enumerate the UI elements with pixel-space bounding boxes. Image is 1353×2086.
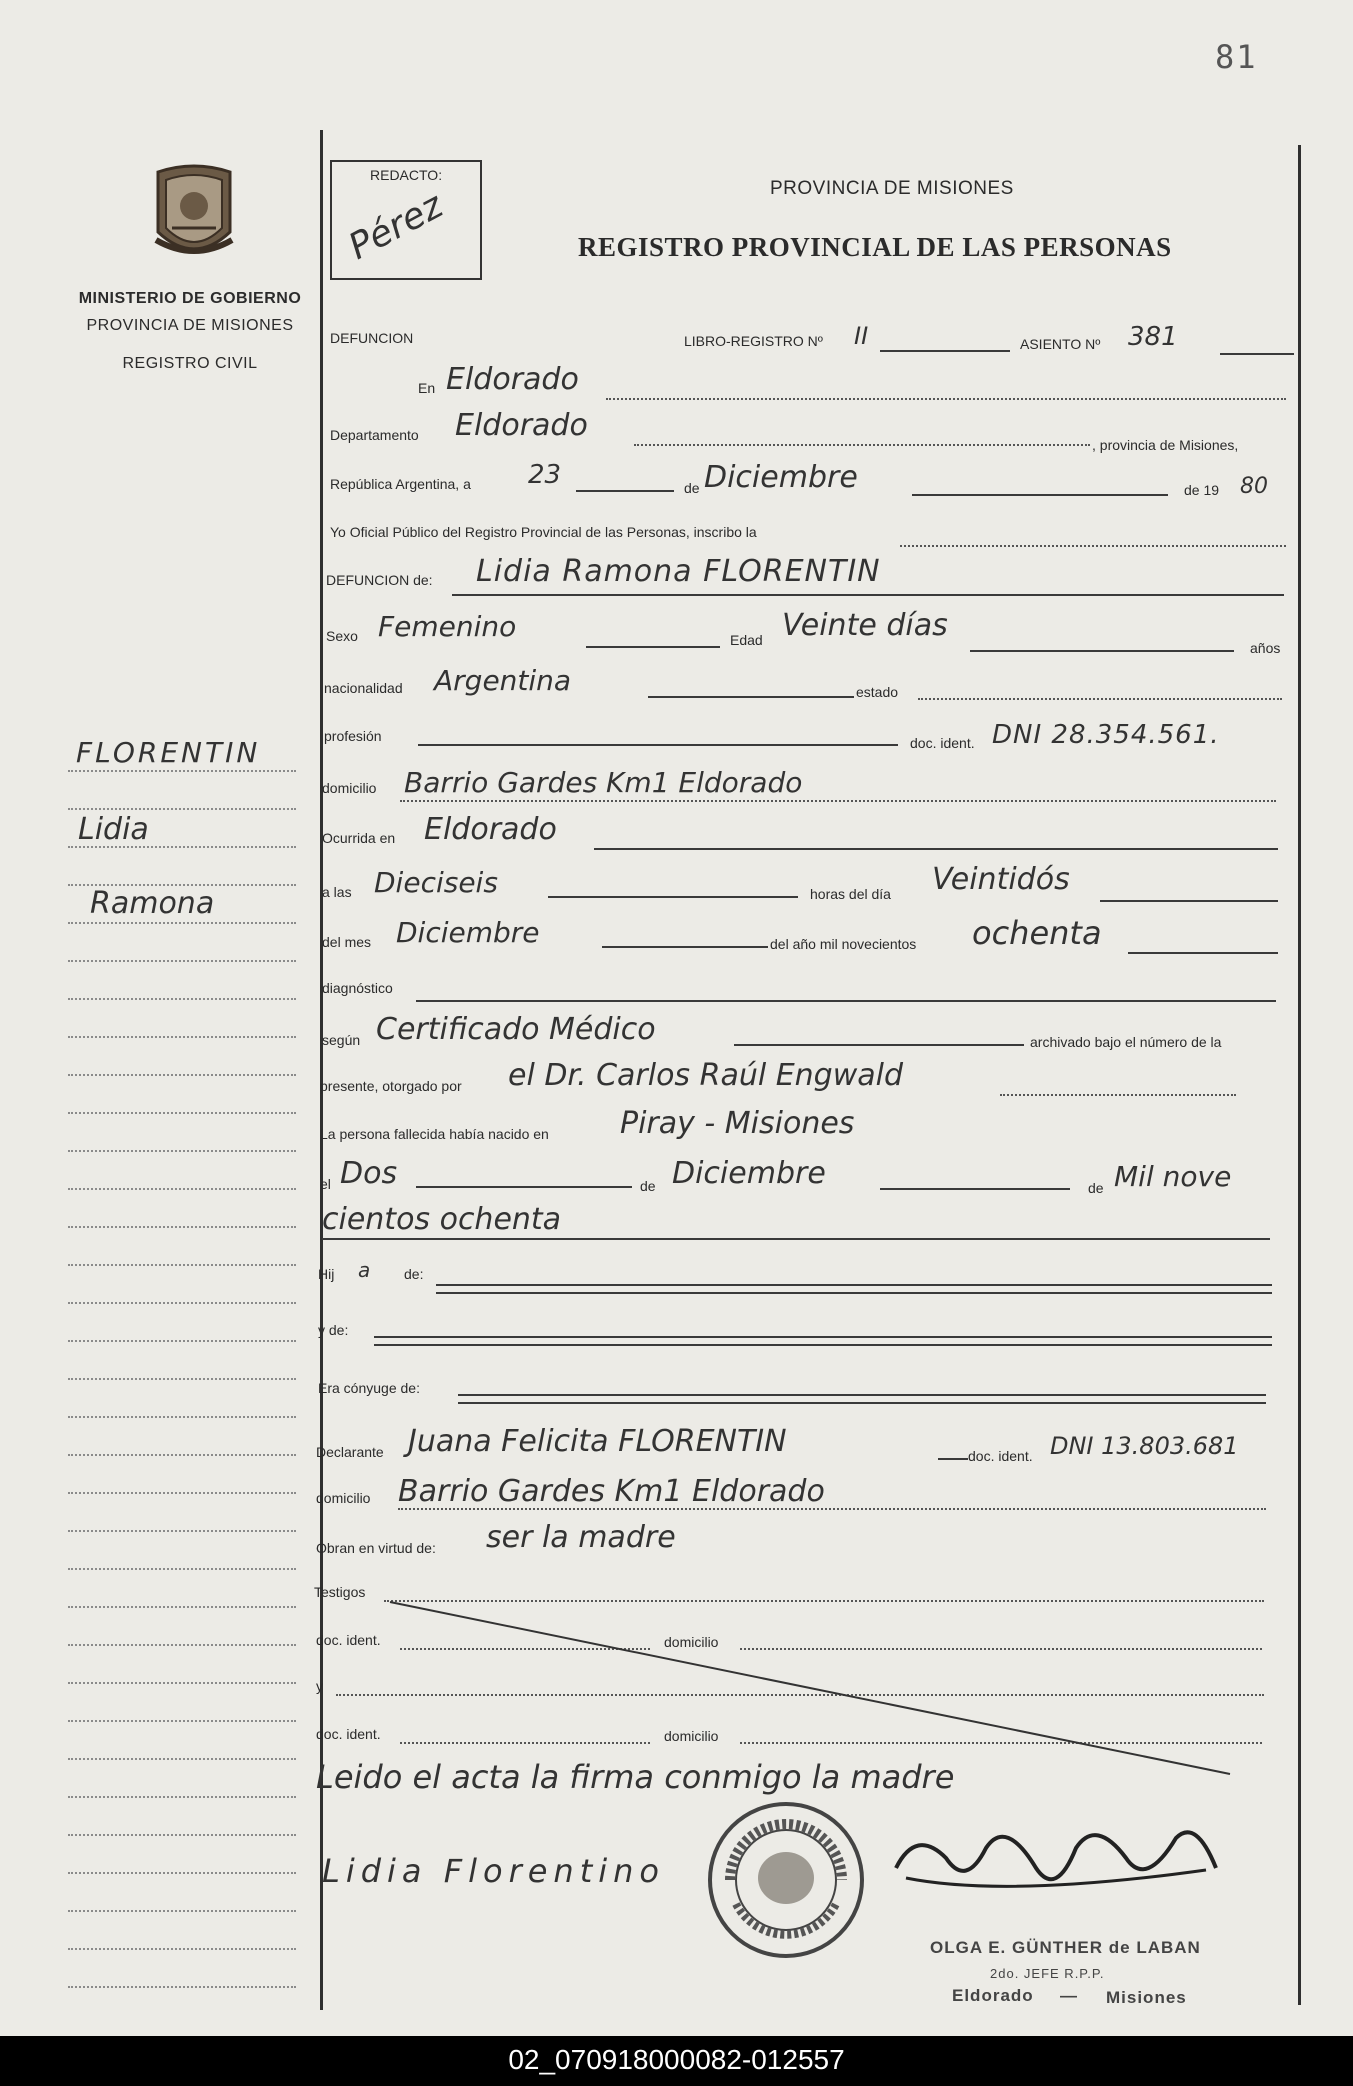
margin-row — [68, 1758, 296, 1760]
alas-value: Dieciseis — [374, 866, 498, 899]
margin-row — [68, 1150, 296, 1152]
yde-label: y de: — [318, 1322, 349, 1338]
margin-row — [68, 1036, 296, 1038]
margin-row — [68, 1872, 296, 1874]
day-line — [576, 490, 674, 492]
yde-line-2 — [374, 1344, 1272, 1346]
libro-line — [880, 350, 1010, 352]
edad-label: Edad — [730, 632, 763, 648]
defuncion-de-value: Lidia Ramona FLORENTIN — [476, 554, 881, 589]
official-signature — [886, 1808, 1238, 1918]
ocurrida-line — [594, 848, 1278, 850]
alas-label: a las — [322, 884, 352, 900]
margin-row — [68, 998, 296, 1000]
doc-value: DNI 28.354.561. — [992, 720, 1220, 750]
domicilio-value: Barrio Gardes Km1 Eldorado — [404, 766, 803, 799]
en-line — [606, 398, 1286, 400]
day-value: 23 — [528, 460, 562, 490]
decl-doc-label: doc. ident. — [968, 1448, 1033, 1464]
obran-value: ser la madre — [486, 1520, 676, 1555]
official-name: OLGA E. GÜNTHER de LABAN — [930, 1938, 1201, 1957]
ano-value: ochenta — [972, 914, 1102, 952]
official-dash: — — [1060, 1986, 1078, 2005]
republica-label: República Argentina, a — [330, 476, 471, 492]
libro-value: II — [854, 322, 869, 350]
asiento-line — [1220, 353, 1294, 355]
margin-row — [68, 1796, 296, 1798]
hij-line-2 — [436, 1292, 1272, 1294]
conyuge-line-2 — [458, 1402, 1266, 1404]
sexo-value: Femenino — [378, 610, 517, 643]
el-line — [416, 1186, 632, 1188]
decl-doc-value: DNI 13.803.681 — [1050, 1432, 1239, 1460]
ano-line — [1128, 952, 1278, 954]
alas-line — [548, 896, 798, 898]
margin-row — [68, 808, 296, 810]
asiento-label: ASIENTO Nº — [1020, 336, 1101, 352]
margin-row — [68, 1454, 296, 1456]
province-subtitle: PROVINCIA DE MISIONES — [86, 317, 294, 334]
nacido-label: La persona fallecida había nacido en — [320, 1126, 549, 1142]
el-value: Dos — [340, 1156, 398, 1191]
margin-row — [68, 1720, 296, 1722]
nacionalidad-label: nacionalidad — [324, 680, 403, 696]
conyuge-line-1 — [458, 1394, 1266, 1396]
margin-surname: FLORENTIN — [76, 736, 261, 769]
y-label: y — [316, 1678, 323, 1694]
de2-line — [880, 1188, 1070, 1190]
redacto-label: REDACTO: — [370, 167, 443, 183]
horas-label: horas del día — [810, 886, 891, 902]
horas-value: Veintidós — [932, 862, 1070, 897]
margin-name-2: Ramona — [90, 886, 215, 921]
domicilio-label: domicilio — [322, 780, 377, 796]
official-seal-icon — [706, 1800, 866, 1960]
hij-line-1 — [436, 1284, 1272, 1286]
nacido-value: Piray - Misiones — [620, 1106, 855, 1141]
sexo-label: Sexo — [326, 628, 358, 644]
profesion-label: profesión — [324, 728, 382, 744]
yde-line-1 — [374, 1336, 1272, 1338]
hij-de-label: de: — [404, 1266, 424, 1282]
doc2-label: doc. ident. — [316, 1726, 381, 1742]
margin-row — [68, 1644, 296, 1646]
record-type-label: DEFUNCION — [330, 330, 414, 346]
form-right-border — [1298, 145, 1301, 2005]
coat-of-arms-icon — [148, 162, 240, 268]
estado-label: estado — [856, 684, 899, 700]
image-id-footer — [0, 2036, 1353, 2086]
dom1-label: domicilio — [664, 1634, 719, 1650]
depto-line — [634, 444, 1090, 446]
declarante-value: Juana Felicita FLORENTIN — [408, 1424, 787, 1459]
ocurrida-value: Eldorado — [424, 812, 557, 847]
segun-value: Certificado Médico — [376, 1012, 656, 1047]
estado-line — [918, 698, 1282, 700]
official-role: 2do. JEFE R.P.P. — [990, 1966, 1105, 1981]
doc-label: doc. ident. — [910, 735, 975, 751]
margin-row — [68, 1492, 296, 1494]
archivado-label: archivado bajo el número de la — [1030, 1034, 1222, 1050]
mes-value: Diciembre — [396, 916, 540, 949]
doc1-label: doc. ident. — [316, 1632, 381, 1648]
defuncion-de-label: DEFUNCION de: — [326, 572, 433, 588]
registry-title: REGISTRO PROVINCIAL DE LAS PERSONAS — [578, 232, 1172, 262]
margin-row — [68, 1530, 296, 1532]
el-label: el — [320, 1176, 331, 1192]
ministry-title: MINISTERIO DE GOBIERNO — [78, 290, 302, 307]
margin-row — [68, 770, 296, 772]
sexo-line — [586, 646, 720, 648]
redacto-signature: Pérez — [342, 184, 450, 269]
month-line — [912, 494, 1168, 496]
strike-through-line — [380, 1598, 1240, 1778]
conyuge-label: Era cónyuge de: — [318, 1380, 420, 1396]
margin-row — [68, 1834, 296, 1836]
margin-row — [68, 1074, 296, 1076]
diagnostico-line — [416, 1000, 1276, 1002]
de3-value: Mil nove — [1114, 1160, 1232, 1193]
margin-row — [68, 1302, 296, 1304]
edad-value: Veinte días — [782, 608, 948, 643]
margin-row — [68, 1378, 296, 1380]
hij-label: Hij — [318, 1266, 335, 1282]
depto-label: Departamento — [330, 427, 419, 443]
de-label: de — [684, 480, 700, 496]
margin-row — [68, 1416, 296, 1418]
year-value: 80 — [1240, 474, 1268, 499]
profesion-line-solid — [418, 744, 898, 746]
registry-subtitle: REGISTRO CIVIL — [122, 355, 258, 372]
continuation-line — [322, 1238, 1270, 1240]
en-label: En — [418, 380, 436, 396]
closing-text: Leido el acta la firma conmigo la madre — [316, 1758, 955, 1796]
decl-domicilio-value: Barrio Gardes Km1 Eldorado — [398, 1474, 825, 1509]
margin-row — [68, 922, 296, 924]
provincia-label: , provincia de Misiones, — [1092, 437, 1239, 453]
diagnostico-label: diagnóstico — [322, 980, 393, 996]
official-province: Misiones — [1106, 1988, 1187, 2007]
decl-domicilio-line — [398, 1508, 1266, 1510]
margin-name-1: Lidia — [78, 812, 149, 847]
horas-line-solid — [1100, 900, 1278, 902]
segun-line — [734, 1044, 1024, 1046]
presente-value: el Dr. Carlos Raúl Engwald — [508, 1058, 904, 1093]
margin-row — [68, 960, 296, 962]
margin-row — [68, 1986, 296, 1988]
margin-row — [68, 1112, 296, 1114]
decl-domicilio-label: domicilio — [316, 1490, 371, 1506]
redacto-box — [330, 160, 482, 280]
ocurrida-label: Ocurrida en — [322, 830, 396, 846]
presente-line — [1000, 1094, 1236, 1096]
margin-row — [68, 1948, 296, 1950]
image-id-text: 02_070918000082-012557 — [508, 2044, 845, 2075]
de3-label: de — [1088, 1180, 1104, 1196]
presente-label: presente, otorgado por — [320, 1078, 462, 1094]
margin-row — [68, 1188, 296, 1190]
declarante-line — [938, 1458, 968, 1460]
month-value: Diciembre — [704, 460, 858, 495]
year-label: de 19 — [1184, 482, 1220, 498]
obran-label: Obran en virtud de: — [316, 1540, 436, 1556]
defuncion-de-line — [452, 594, 1284, 596]
declarante-label: Declarante — [316, 1444, 384, 1460]
testigos-label: Testigos — [314, 1584, 366, 1600]
margin-row — [68, 1340, 296, 1342]
libro-label: LIBRO-REGISTRO Nº — [684, 333, 823, 349]
official-place: Eldorado — [952, 1986, 1034, 2005]
segun-label: según — [322, 1032, 361, 1048]
edad-line — [970, 650, 1234, 652]
anos-label: años — [1250, 640, 1281, 656]
depto-value: Eldorado — [455, 408, 588, 443]
de2-value: Diciembre — [672, 1156, 826, 1191]
dom2-label: domicilio — [664, 1728, 719, 1744]
margin-row — [68, 1606, 296, 1608]
page-number: 81 — [1215, 38, 1258, 76]
de2-label: de — [640, 1178, 656, 1194]
mes-line — [602, 946, 768, 948]
margin-row — [68, 1910, 296, 1912]
continuation-value: cientos ochenta — [322, 1202, 562, 1237]
domicilio-line — [400, 800, 1276, 802]
province-title: PROVINCIA DE MISIONES — [770, 178, 1014, 199]
nacionalidad-value: Argentina — [434, 664, 572, 697]
margin-row — [68, 1226, 296, 1228]
mes-label: del mes — [322, 934, 372, 950]
nacionalidad-line — [648, 696, 854, 698]
en-value: Eldorado — [446, 362, 579, 397]
hij-value: a — [358, 1258, 371, 1282]
oficial-line — [900, 545, 1286, 547]
asiento-value: 381 — [1128, 322, 1178, 352]
declarant-signature: Lidia Florentino — [322, 1852, 665, 1890]
margin-row — [68, 1682, 296, 1684]
oficial-text: Yo Oficial Público del Registro Provincial de las Personas, inscribo la — [330, 524, 757, 540]
margin-row — [68, 1568, 296, 1570]
ano-label: del año mil novecientos — [770, 936, 917, 952]
margin-row — [68, 1264, 296, 1266]
